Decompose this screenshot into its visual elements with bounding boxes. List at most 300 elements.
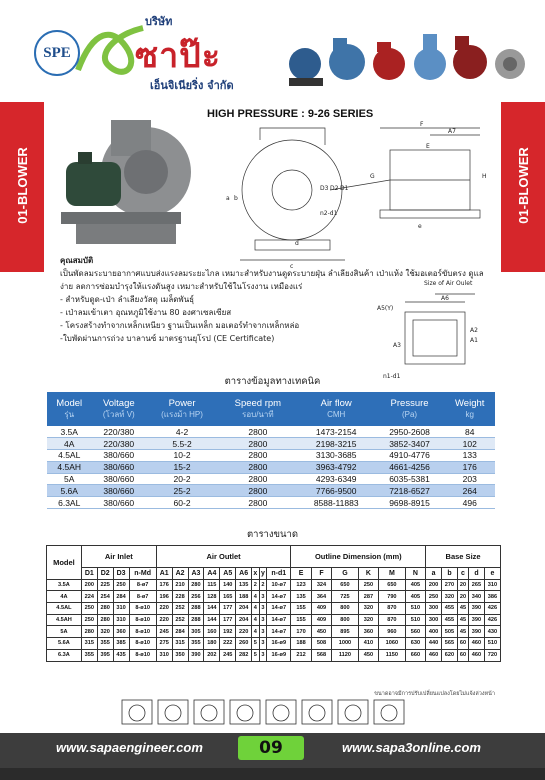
- dim-cell: 310: [113, 603, 129, 615]
- dim-cell: 320: [358, 614, 378, 626]
- fan-products-image: [285, 28, 530, 92]
- dim-cell: 135: [236, 579, 252, 591]
- dim-cell: 284: [172, 626, 188, 638]
- dim-cell: 390: [469, 603, 485, 615]
- blower-photo: [56, 112, 216, 252]
- spec-cell: 220/380: [91, 438, 146, 450]
- dim-cell: 14-ø7: [267, 614, 291, 626]
- dim-cell: 4A: [47, 591, 82, 603]
- dim-cell: 60: [457, 638, 468, 650]
- dim-cell: 160: [204, 626, 220, 638]
- spec-cell: 4661-4256: [375, 461, 445, 473]
- dim-cell: 256: [188, 591, 204, 603]
- dim-cell: 960: [379, 626, 406, 638]
- spec-cell: 133: [444, 450, 495, 462]
- dim-cell: 508: [311, 638, 331, 650]
- side-label-right: 01-BLOWER: [515, 146, 531, 224]
- spec-cell: 2800: [218, 461, 298, 473]
- dim-cell: 800: [332, 603, 359, 615]
- dim-cell: 630: [405, 638, 426, 650]
- dim-cell: 188: [236, 591, 252, 603]
- dim-row: [47, 638, 501, 650]
- dim-cell: 180: [204, 638, 220, 650]
- spec-header-sub: รอบ/นาที: [242, 410, 274, 419]
- spec-header-title: Speed rpm: [234, 398, 282, 409]
- spec-row: [47, 426, 495, 438]
- dim-cell: 440: [426, 638, 442, 650]
- spec-cell: 60-2: [146, 497, 218, 509]
- dim-cell: 360: [113, 626, 129, 638]
- dim-cell: 3: [259, 591, 267, 603]
- dim-cell: 409: [311, 614, 331, 626]
- spec-cell: 496: [444, 497, 495, 509]
- dim-cell: 720: [484, 649, 500, 661]
- spec-row: [47, 497, 495, 509]
- dim-cell: 895: [332, 626, 359, 638]
- dim-cell: 288: [188, 614, 204, 626]
- dim-cell: 228: [172, 591, 188, 603]
- spec-cell: 4.5AL: [47, 450, 91, 462]
- svg-text:F: F: [420, 121, 424, 128]
- spec-cell: 5.6A: [47, 485, 91, 497]
- properties-bullet: - สำหรับดูด-เป่า ลำเลียงวัสดุ เมล็ดพันธุ์: [60, 295, 195, 304]
- dim-cell: 320: [358, 603, 378, 615]
- spec-row: [47, 485, 495, 497]
- dim-header: K: [358, 568, 378, 580]
- dim-cell: 430: [484, 626, 500, 638]
- svg-text:n1-d1: n1-d1: [383, 373, 401, 380]
- spec-cell: 2198-3215: [298, 438, 375, 450]
- dim-cell: 280: [97, 603, 113, 615]
- dim-group-outline: Outline Dimension (mm): [291, 546, 426, 568]
- logo: SPE: [34, 30, 80, 76]
- dim-header: x: [252, 568, 260, 580]
- dim-header: A6: [236, 568, 252, 580]
- spec-cell: 9698-8915: [375, 497, 445, 509]
- spec-cell: 1473-2154: [298, 426, 375, 438]
- spec-cell: 2800: [218, 450, 298, 462]
- spec-header-title: Power: [168, 398, 196, 409]
- svg-text:D1: D1: [340, 185, 349, 192]
- dim-cell: 123: [291, 579, 311, 591]
- dim-cell: 140: [220, 579, 236, 591]
- svg-text:A6: A6: [441, 295, 449, 302]
- spec-cell: 6.3AL: [47, 497, 91, 509]
- dim-group-inlet: Air Inlet: [81, 546, 156, 568]
- spec-header-sub: (แรงม้า HP): [161, 410, 203, 419]
- header: [0, 0, 545, 100]
- spec-cell: 2950-2608: [375, 426, 445, 438]
- dim-cell: 254: [97, 591, 113, 603]
- dim-cell: 252: [172, 614, 188, 626]
- spec-header: [298, 392, 375, 426]
- side-label-left: 01-BLOWER: [14, 146, 30, 224]
- dim-cell: 220: [236, 626, 252, 638]
- dim-row: [47, 626, 501, 638]
- dim-cell: 8-ø7: [129, 591, 156, 603]
- dim-cell: 4: [252, 626, 260, 638]
- svg-text:A2: A2: [470, 327, 478, 334]
- dim-cell: 144: [204, 614, 220, 626]
- spec-cell: 4910-4776: [375, 450, 445, 462]
- dim-cell: 5.6A: [47, 638, 82, 650]
- dim-cell: 222: [220, 638, 236, 650]
- dim-cell: 505: [442, 626, 458, 638]
- dim-cell: 450: [311, 626, 331, 638]
- spec-row: [47, 473, 495, 485]
- page-number: 09: [238, 736, 304, 760]
- dim-cell: 355: [188, 638, 204, 650]
- properties-bullet: -ใบพัดผ่านการถ่วง บาลานซ์ มาตรฐานยุโรป (CE Certificate): [60, 334, 275, 343]
- svg-text:G: G: [370, 173, 375, 180]
- spec-cell: 5A: [47, 473, 91, 485]
- dim-cell: 1150: [379, 649, 406, 661]
- dim-header: b: [442, 568, 458, 580]
- dim-cell: 405: [405, 579, 426, 591]
- dim-cell: 14-ø7: [267, 626, 291, 638]
- svg-text:A3: A3: [393, 342, 401, 349]
- dim-cell: 45: [457, 603, 468, 615]
- dim-cell: 45: [457, 626, 468, 638]
- properties-bullet: - เป่าลมเข้าเตา อุณหภูมิใช้งาน 80 องศาเซลเซียส: [60, 308, 232, 317]
- spec-cell: 20-2: [146, 473, 218, 485]
- dim-cell: 386: [484, 591, 500, 603]
- dim-cell: 350: [172, 649, 188, 661]
- dim-cell: 460: [469, 638, 485, 650]
- dim-cell: 144: [204, 603, 220, 615]
- svg-text:A5(Y): A5(Y): [377, 305, 394, 312]
- dim-cell: 16-ø9: [267, 638, 291, 650]
- dim-caption: ตารางขนาด: [246, 529, 299, 540]
- spec-cell: 8588-11883: [298, 497, 375, 509]
- dim-cell: 3: [259, 603, 267, 615]
- series-title: HIGH PRESSURE : 9-26 SERIES: [207, 108, 374, 120]
- dim-cell: 177: [220, 614, 236, 626]
- dim-cell: 250: [113, 579, 129, 591]
- spec-cell: 7218-6527: [375, 485, 445, 497]
- dim-header: D2: [97, 568, 113, 580]
- dim-cell: 192: [220, 626, 236, 638]
- dim-cell: 260: [236, 638, 252, 650]
- dim-cell: 5: [252, 649, 260, 661]
- dim-cell: 8-ø7: [129, 579, 156, 591]
- svg-text:b: b: [234, 195, 238, 202]
- spec-header-sub: รุ่น: [64, 410, 75, 419]
- dim-cell: 8-ø10: [129, 614, 156, 626]
- dim-cell: 725: [332, 591, 359, 603]
- dim-cell: 300: [426, 614, 442, 626]
- spec-header-sub: (โวลท์ V): [102, 410, 135, 419]
- dim-cell: 224: [81, 591, 97, 603]
- svg-text:e: e: [418, 223, 422, 230]
- dim-cell: 288: [188, 603, 204, 615]
- company-suffix: เอ็นจิเนียริ่ง จำกัด: [150, 79, 234, 92]
- dim-cell: 510: [484, 638, 500, 650]
- dimension-note: ขนาดอาจมีการปรับเปลี่ยนแปลงโดยไม่แจ้งล่วงหน้า: [374, 691, 495, 697]
- dim-header: A2: [172, 568, 188, 580]
- dim-row: [47, 591, 501, 603]
- dim-cell: 250: [81, 603, 97, 615]
- dim-cell: 1120: [332, 649, 359, 661]
- spec-cell: 4-2: [146, 426, 218, 438]
- dim-cell: 455: [442, 614, 458, 626]
- dim-header: n-Md: [129, 568, 156, 580]
- dim-cell: 435: [113, 649, 129, 661]
- spec-row: [47, 438, 495, 450]
- dim-cell: 10-ø7: [267, 579, 291, 591]
- dim-cell: 320: [97, 626, 113, 638]
- properties: [60, 254, 490, 345]
- spec-header-sub: CMH: [327, 410, 346, 419]
- dim-cell: 409: [311, 603, 331, 615]
- svg-text:D2: D2: [330, 185, 339, 192]
- spec-header: [218, 392, 298, 426]
- dim-cell: 270: [442, 579, 458, 591]
- spec-cell: 4.5AH: [47, 461, 91, 473]
- spec-header: [444, 392, 495, 426]
- dim-cell: 510: [405, 614, 426, 626]
- dim-cell: 560: [405, 626, 426, 638]
- dim-cell: 5: [252, 638, 260, 650]
- svg-text:A7: A7: [448, 128, 456, 135]
- dim-cell: 315: [172, 638, 188, 650]
- dim-cell: 188: [291, 638, 311, 650]
- dim-cell: 280: [97, 614, 113, 626]
- spec-cell: 15-2: [146, 461, 218, 473]
- dim-cell: 245: [220, 649, 236, 661]
- dim-cell: 4.5AH: [47, 614, 82, 626]
- dim-cell: 870: [379, 614, 406, 626]
- spec-cell: 6035-5381: [375, 473, 445, 485]
- website-link-left[interactable]: www.sapaengineer.com: [56, 740, 203, 755]
- dim-header: M: [379, 568, 406, 580]
- dim-cell: 455: [442, 603, 458, 615]
- svg-text:A1: A1: [470, 337, 478, 344]
- dim-header: d: [469, 568, 485, 580]
- dim-cell: 3: [259, 649, 267, 661]
- dim-cell: 20: [457, 579, 468, 591]
- dim-cell: 320: [442, 591, 458, 603]
- dim-group-model: Model: [47, 546, 82, 580]
- dim-header: n-d1: [267, 568, 291, 580]
- dim-header: D3: [113, 568, 129, 580]
- spec-cell: 2800: [218, 426, 298, 438]
- spec-header: [146, 392, 218, 426]
- dim-cell: 355: [81, 649, 97, 661]
- spec-cell: 203: [444, 473, 495, 485]
- dim-cell: 390: [188, 649, 204, 661]
- dim-cell: 360: [358, 626, 378, 638]
- dim-cell: 410: [358, 638, 378, 650]
- dim-header: G: [332, 568, 359, 580]
- dim-cell: 170: [291, 626, 311, 638]
- dim-cell: 225: [97, 579, 113, 591]
- spec-cell: 380/660: [91, 450, 146, 462]
- dim-cell: 6.3A: [47, 649, 82, 661]
- svg-text:a: a: [226, 195, 230, 202]
- dim-cell: 14-ø7: [267, 591, 291, 603]
- spec-header: [375, 392, 445, 426]
- dim-row: [47, 603, 501, 615]
- spec-header: [91, 392, 146, 426]
- spec-cell: 2800: [218, 473, 298, 485]
- spec-cell: 220/380: [91, 426, 146, 438]
- dim-cell: 305: [188, 626, 204, 638]
- dim-header: a: [426, 568, 442, 580]
- dim-cell: 196: [156, 591, 172, 603]
- dim-cell: 510: [405, 603, 426, 615]
- properties-intro: เป็นพัดลมระบายอากาศแบบส่งแรงลมระยะไกล เหมาะสำหรับงานดูดระบายฝุ่น ลำเลียงสินค้า เป่าแห้ง ใช้มอเตอร์ขับตรง ดูแลง่าย ลดการซ่อมบำรุงให้แรงดันสูง เหมาะสำหรับใช้ในโรงงาน เหมืองแร่: [60, 269, 484, 291]
- dim-cell: 340: [469, 591, 485, 603]
- spec-row: [47, 450, 495, 462]
- dim-cell: 660: [405, 649, 426, 661]
- dim-cell: 426: [484, 614, 500, 626]
- dim-cell: 20: [457, 591, 468, 603]
- dim-cell: 390: [469, 614, 485, 626]
- dim-header: E: [291, 568, 311, 580]
- dim-cell: 212: [291, 649, 311, 661]
- dim-cell: 310: [113, 614, 129, 626]
- dim-cell: 177: [220, 603, 236, 615]
- dim-cell: 315: [81, 638, 97, 650]
- dim-header: A5: [220, 568, 236, 580]
- dim-cell: 3: [259, 626, 267, 638]
- properties-bullet: - โครงสร้างทำจากเหล็กเหนียว ฐานเป็นเหล็ก มอเตอร์ทำจากเหล็กหล่อ: [60, 321, 300, 330]
- spec-header-title: Voltage: [102, 398, 135, 409]
- spec-header-title: Model: [56, 398, 83, 409]
- dim-cell: 4.5AL: [47, 603, 82, 615]
- spec-cell: 7766-9500: [298, 485, 375, 497]
- dim-cell: 155: [291, 614, 311, 626]
- dim-cell: 364: [311, 591, 331, 603]
- spec-table: [47, 392, 495, 509]
- spec-cell: 3852-3407: [375, 438, 445, 450]
- dim-cell: 282: [236, 649, 252, 661]
- dim-cell: 3.5A: [47, 579, 82, 591]
- dim-header: A3: [188, 568, 204, 580]
- dim-cell: 324: [311, 579, 331, 591]
- dim-cell: 565: [442, 638, 458, 650]
- spec-header-title: Weight: [455, 398, 485, 409]
- dim-cell: 200: [426, 579, 442, 591]
- dim-header: F: [311, 568, 331, 580]
- dim-cell: 300: [426, 603, 442, 615]
- spec-cell: 2800: [218, 485, 298, 497]
- svg-text:n2-d1: n2-d1: [320, 210, 338, 217]
- dim-cell: 650: [332, 579, 359, 591]
- dim-group-base: Base Size: [426, 546, 501, 568]
- dim-cell: 385: [113, 638, 129, 650]
- spec-cell: 4293-6349: [298, 473, 375, 485]
- spec-cell: 84: [444, 426, 495, 438]
- dim-header: e: [484, 568, 500, 580]
- dimension-table: [46, 545, 501, 662]
- spec-header-sub: (Pa): [401, 410, 418, 419]
- spec-cell: 10-2: [146, 450, 218, 462]
- dim-header: c: [457, 568, 468, 580]
- spec-header-title: Air flow: [320, 398, 352, 409]
- spec-cell: 380/660: [91, 497, 146, 509]
- dim-cell: 155: [291, 603, 311, 615]
- dim-cell: 426: [484, 603, 500, 615]
- dim-cell: 128: [204, 591, 220, 603]
- dim-cell: 400: [426, 626, 442, 638]
- dim-cell: 568: [311, 649, 331, 661]
- dim-cell: 252: [172, 603, 188, 615]
- dim-header: A4: [204, 568, 220, 580]
- dim-cell: 245: [156, 626, 172, 638]
- dim-cell: 165: [220, 591, 236, 603]
- svg-text:D3: D3: [320, 185, 329, 192]
- dim-cell: 460: [469, 649, 485, 661]
- dim-cell: 390: [469, 626, 485, 638]
- dim-cell: 460: [426, 649, 442, 661]
- company-name: ซาป๊ะ: [135, 36, 222, 76]
- dim-cell: 250: [81, 614, 97, 626]
- properties-title: คุณสมบัติ: [60, 256, 94, 265]
- svg-text:d: d: [295, 240, 299, 247]
- dim-cell: 355: [97, 638, 113, 650]
- dim-cell: 8-ø10: [129, 638, 156, 650]
- footer-strip: [0, 768, 545, 780]
- dim-cell: 220: [156, 614, 172, 626]
- rotation-icons: [120, 696, 415, 726]
- dim-cell: 5A: [47, 626, 82, 638]
- dim-header: D1: [81, 568, 97, 580]
- dim-cell: 250: [358, 579, 378, 591]
- dim-row: [47, 579, 501, 591]
- dim-cell: 8-ø10: [129, 626, 156, 638]
- company-prefix: บริษัท: [145, 15, 173, 28]
- dim-cell: 45: [457, 614, 468, 626]
- dim-cell: 2: [252, 579, 260, 591]
- dim-cell: 204: [236, 603, 252, 615]
- spec-cell: 3963-4792: [298, 461, 375, 473]
- spec-header-title: Pressure: [390, 398, 429, 409]
- dim-cell: 220: [156, 603, 172, 615]
- dim-cell: 135: [291, 591, 311, 603]
- dim-cell: 800: [332, 614, 359, 626]
- spec-header: [47, 392, 91, 426]
- dim-cell: 4: [252, 591, 260, 603]
- dim-cell: 650: [379, 579, 406, 591]
- spec-cell: 380/660: [91, 473, 146, 485]
- dim-cell: 3: [259, 638, 267, 650]
- dim-cell: 2: [259, 579, 267, 591]
- dim-cell: 395: [97, 649, 113, 661]
- dim-cell: 176: [156, 579, 172, 591]
- spec-caption: ตารางข้อมูลทางเทคนิค: [224, 376, 321, 387]
- spec-cell: 380/660: [91, 485, 146, 497]
- dim-cell: 620: [442, 649, 458, 661]
- dim-cell: 4: [252, 614, 260, 626]
- dim-header: y: [259, 568, 267, 580]
- dim-cell: 210: [172, 579, 188, 591]
- dim-cell: 280: [81, 626, 97, 638]
- website-link-right[interactable]: www.sapa3online.com: [342, 740, 481, 755]
- dim-row: [47, 614, 501, 626]
- dim-cell: 870: [379, 603, 406, 615]
- spec-cell: 5.5-2: [146, 438, 218, 450]
- dim-cell: 16-ø9: [267, 649, 291, 661]
- spec-row: [47, 461, 495, 473]
- dim-cell: 790: [379, 591, 406, 603]
- dim-group-outlet: Air Outlet: [156, 546, 291, 568]
- dim-row: [47, 649, 501, 661]
- spec-cell: 264: [444, 485, 495, 497]
- spec-cell: 380/660: [91, 461, 146, 473]
- spec-cell: 2800: [218, 438, 298, 450]
